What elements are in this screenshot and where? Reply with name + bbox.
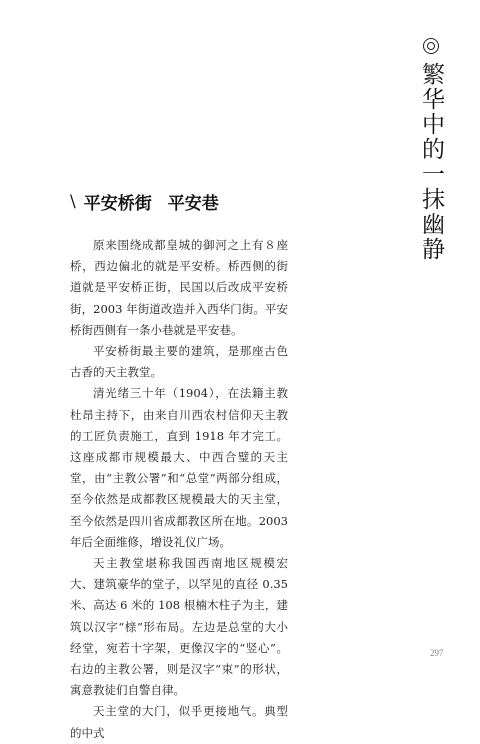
body-text [70,235,288,744]
page-number: 297 [430,648,444,658]
paragraph-1: 原来围绕成都皇城的御河之上有８座桥，西边偏北的就是平安桥。桥西侧的街道就是平安桥正街，民国以后改成平安桥街，2003 年街道改造并入西华门街。平安桥街西侧有一条小巷就是平安巷。 [70,238,288,337]
double-circle-icon [423,38,439,54]
paragraph-4: 天主教堂堪称我国西南地区规模宏大、建筑豪华的堂子，以罕见的直径 0.35 米、高达 6 米的 108 根楠木柱子为主，建筑以汉字“榇”形布局。左边是总堂的大小经堂，宛若十字架，更像汉字的“竖心”。右边的主教公署，则是汉字“束”的形状，寓意教徒们自警自律。 [70,556,288,698]
running-title [418,38,444,262]
paragraph-2: 平安桥街最主要的建筑，是那座古色古香的天主教堂。 [70,344,288,380]
double-circle-inner [427,42,435,50]
heading-lane-name: 平安巷 [167,194,219,214]
paragraph-3: 清光绪三十年（1904），在法籍主教杜昂主持下，由来自川西农村信仰天主教的工匠负责施工，直到 1918 年才完工。这座成都市规模最大、中西合璧的天主堂，由“主教公署”和“总堂”两部分组成，至今依然是成都教区规模最大的天主堂，至今依然是四川省成都教区所在地。2003 年后全面维修，增设礼仪广场。 [70,386,288,549]
heading-street-name: 平安桥街 [83,194,152,214]
section-heading [70,189,219,214]
heading-slash-mark: \ [70,191,76,212]
paragraph-5: 天主堂的大门，似乎更接地气。典型的中式 [70,704,288,740]
running-title-text: 繁华中的一抹幽静 [418,62,444,262]
